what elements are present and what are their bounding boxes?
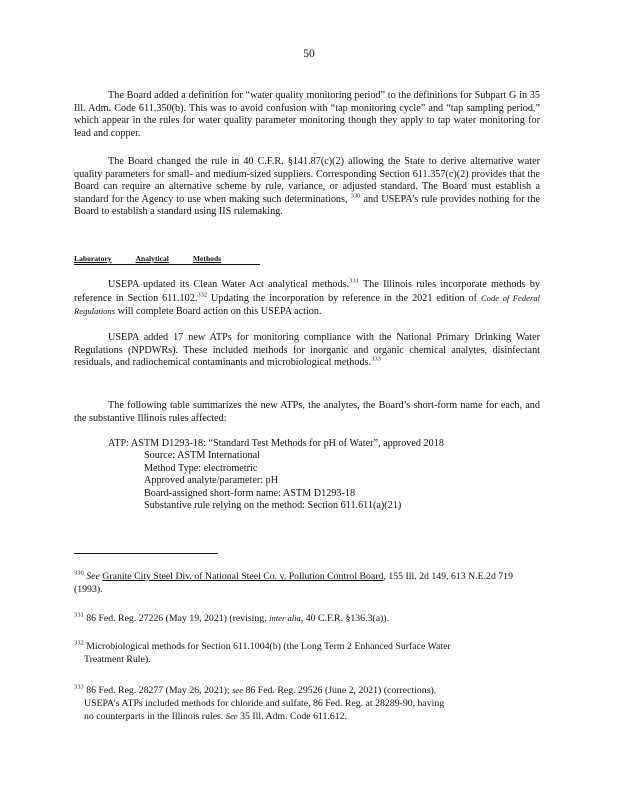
signal-see: see: [232, 685, 244, 695]
footnote-331: [74, 612, 534, 626]
heading-word: Methods: [192, 254, 222, 263]
page-number: 50: [303, 48, 315, 60]
citation: 86 Fed. Reg. 29526 (June 2, 2021) (corrections).: [243, 685, 437, 696]
paragraph-alternative-parameters: [74, 156, 540, 219]
signal-see: See: [225, 711, 238, 722]
footnote-number: 333: [74, 683, 84, 691]
paragraph-text: USEPA updated its Clean Water Act analytical methods.: [108, 279, 350, 290]
atp-board-name: Board-assigned short-form name: ASTM D1293-18: [144, 487, 356, 499]
footnote-ref-332[interactable]: 332: [197, 291, 208, 299]
citation: 35 Ill. Adm. Code 611.612.: [237, 711, 348, 723]
atp-title: ATP: ASTM D1293-18: “Standard Test Methods for pH of Water”, approved 2018: [108, 438, 444, 449]
heading-word: Analytical: [135, 254, 169, 263]
atp-entry: [108, 438, 528, 512]
paragraph-text: and USEPA’s rule provides nothing for the Board to establish a standard using IIS rulemaking.: [74, 193, 540, 218]
paragraph-text: Updating the incorporation by reference in the 2021 edition of: [207, 292, 481, 304]
heading-word: Laboratory: [74, 254, 112, 263]
paragraph-text: The Board changed the rule in 40 C.F.R. §141.87(c)(2) allowing the State to derive alternative water quality parameters for small- and medium-sized suppliers. Corresponding Section 611.357(c)(2) provides that the Board can require an alternative scheme by rule, variance, or adjusted standard. The Board must establish a standard for the Agency to use when making such determinations,: [74, 156, 540, 205]
footnote-number: 331: [74, 611, 84, 619]
footnote-330: [74, 571, 534, 596]
atp-source: Source: ASTM International: [144, 450, 261, 462]
footnote-ref-330[interactable]: 330: [350, 192, 361, 200]
footnote-ref-331[interactable]: 331: [349, 277, 359, 285]
paragraph-text: will complete Board action on this USEPA action.: [115, 306, 322, 318]
paragraph-water-quality-definition: [74, 90, 540, 140]
footnote-332: [74, 641, 534, 666]
citation: 86 Fed. Reg. 28277 (May 26, 2021);: [83, 685, 233, 696]
citation: no counterparts in the Illinois rules.: [84, 711, 226, 723]
case-name: Granite City Steel Div. of National Steel Co. v. Pollution Control Board: [102, 571, 384, 582]
paragraph-text: The Board added a definition for “water quality monitoring period” to the definitions for Subpart G in 35 Ill. Adm. Code 611.350(b). This was to avoid confusion with “tap monitoring cycle” and “tap sampling period,” which appear in the rules for water quality parameter monitoring though they apply to tap water monitoring for lead and copper.: [74, 90, 540, 139]
paragraph-text: The following table summarizes the new ATPs, the analytes, the Board’s short-form name for each, and the substantive Illinois rules affected:: [74, 400, 540, 424]
section-heading-laboratory-analytical-methods: [74, 254, 540, 263]
italic-title: Code of Federal Regulations: [74, 292, 541, 317]
paragraph-table-intro: [74, 400, 540, 425]
paragraph-new-atps: [74, 332, 540, 370]
citation: , 155 Ill. 2d 149, 613 N.E.2d 719 (1993).: [74, 571, 513, 595]
footnote-ref-333[interactable]: 333: [371, 355, 381, 363]
latin-phrase: inter alia: [269, 613, 301, 623]
footnote-number: 330: [74, 569, 84, 577]
atp-analyte: Approved analyte/parameter: pH: [144, 475, 279, 487]
footnote-number: 332: [74, 639, 84, 647]
atp-method-type: Method Type: electrometric: [144, 462, 258, 474]
signal-see: See: [86, 571, 100, 582]
citation: USEPA’s ATPs included methods for chloride and sulfate, 86 Fed. Reg. at 28289-90, having: [84, 697, 445, 709]
atp-substantive-rule: Substantive rule relying on the method: Section 611.611(a)(21): [144, 500, 402, 512]
paragraph-text: The Illinois rules incorporate methods by reference in Section 611.102.: [74, 279, 540, 304]
citation: Microbiological methods for Section 611.1004(b) (the Long Term 2 Enhanced Surface Water: [83, 641, 451, 652]
citation: 86 Fed. Reg. 27226 (May 19, 2021) (revising,: [83, 613, 270, 624]
citation: , 40 C.F.R. §136.3(a)).: [300, 613, 390, 624]
paragraph-text: USEPA added 17 new ATPs for monitoring compliance with the National Primary Drinking Water Regulations (NPDWRs). These included methods for inorganic and organic chemical analytes, disinfectant residuals, and radiochemical contaminants and microbiological methods.: [74, 332, 540, 369]
citation: Treatment Rule).: [84, 653, 151, 665]
footnote-separator: [74, 553, 218, 554]
paragraph-clean-water-act-methods: [74, 279, 540, 319]
heading-underline: [74, 264, 260, 265]
footnote-333: [74, 684, 534, 724]
